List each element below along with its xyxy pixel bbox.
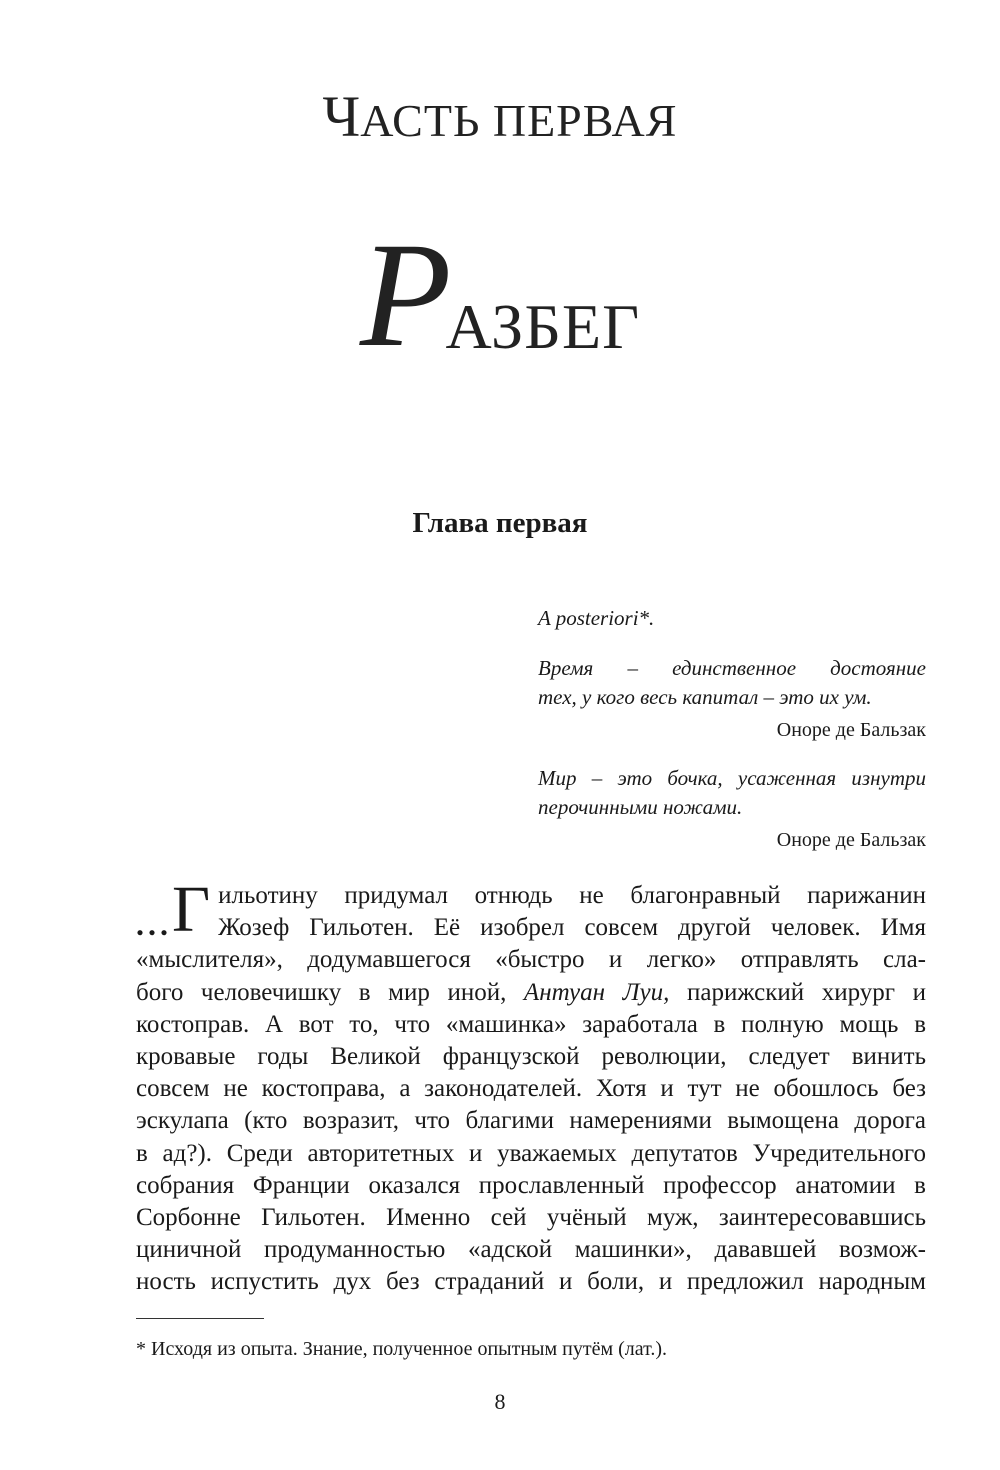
body-line: в ад?). Среди авторитетных и уважаемых депутатов Учредительного	[136, 1139, 926, 1167]
drop-cap	[136, 873, 211, 946]
epigraph-1	[538, 604, 926, 633]
epigraph-author: Оноре де Бальзак	[776, 829, 926, 851]
chapter-body	[136, 873, 926, 1298]
chapter-title: Глава первая	[412, 507, 588, 539]
body-line: циничной продуманностью «адской машинки», дававшей возмож-	[136, 1236, 926, 1264]
book-title-rest: АЗБЕГ	[445, 291, 641, 362]
body-line: Сорбонне Гильотен. Именно сей учёный муж, заинтересовавшись	[136, 1203, 926, 1231]
epigraph-3	[538, 764, 926, 855]
epigraph-line: Мир – это бочка, усаженная изнутри	[538, 766, 926, 790]
footnote: * Исходя из опыта. Знание, полученное опытным путём (лат.).	[136, 1338, 668, 1360]
body-line-italic-name: Антуан Луи,	[523, 978, 670, 1006]
book-title	[0, 212, 1000, 378]
book-title-swash-initial: Р	[359, 212, 452, 378]
body-line	[136, 944, 926, 976]
body-line: совсем не костоправа, а законодателей. Хотя и тут не обошлось без	[136, 1075, 926, 1103]
epigraph-line: перочинными ножами.	[538, 795, 743, 819]
part-title-rest: АСТЬ ПЕРВАЯ	[360, 95, 678, 146]
body-line: ность испустить дух без страданий и боли, и предложил народным	[136, 1268, 926, 1296]
body-line: эскулапа (кто возразит, что благими намерениями вымощена дорога	[136, 1107, 926, 1135]
epigraph-line: Время – единственное достояние	[538, 656, 926, 680]
body-line: собрания Франции оказался прославленный профессор анатомии в	[136, 1171, 926, 1199]
epigraph-line: A posteriori*.	[538, 606, 655, 630]
epigraph-author: Оноре де Бальзак	[776, 719, 926, 741]
body-line-text: бого человечишку в мир иной,	[136, 978, 524, 1006]
page-number: 8	[494, 1389, 506, 1414]
body-line-text: «мыслителя», додумавшегося «быстро и легко» отправлять сла-	[136, 946, 926, 974]
body-line: ильотину придумал отнюдь не благонравный парижанин	[218, 882, 926, 909]
drop-cap-letter: Г	[172, 873, 211, 946]
part-title-initial: Ч	[322, 84, 361, 149]
epigraph-2	[538, 654, 926, 745]
body-line-text: парижский хирург и	[669, 978, 926, 1006]
epigraph-line: тех, у кого весь капитал – это их ум.	[538, 685, 872, 709]
body-line: кровавые годы Великой французской революции, следует винить	[136, 1042, 926, 1070]
body-line: костоправ. А вот то, что «машинка» заработала в полную мощь в	[136, 1010, 926, 1038]
footnote-rule	[136, 1318, 264, 1319]
drop-cap-ellipsis: ...	[136, 905, 172, 942]
body-line: Жозеф Гильотен. Её изобрел совсем другой человек. Имя	[218, 914, 926, 942]
part-title	[0, 82, 1000, 156]
body-line	[136, 977, 926, 1009]
